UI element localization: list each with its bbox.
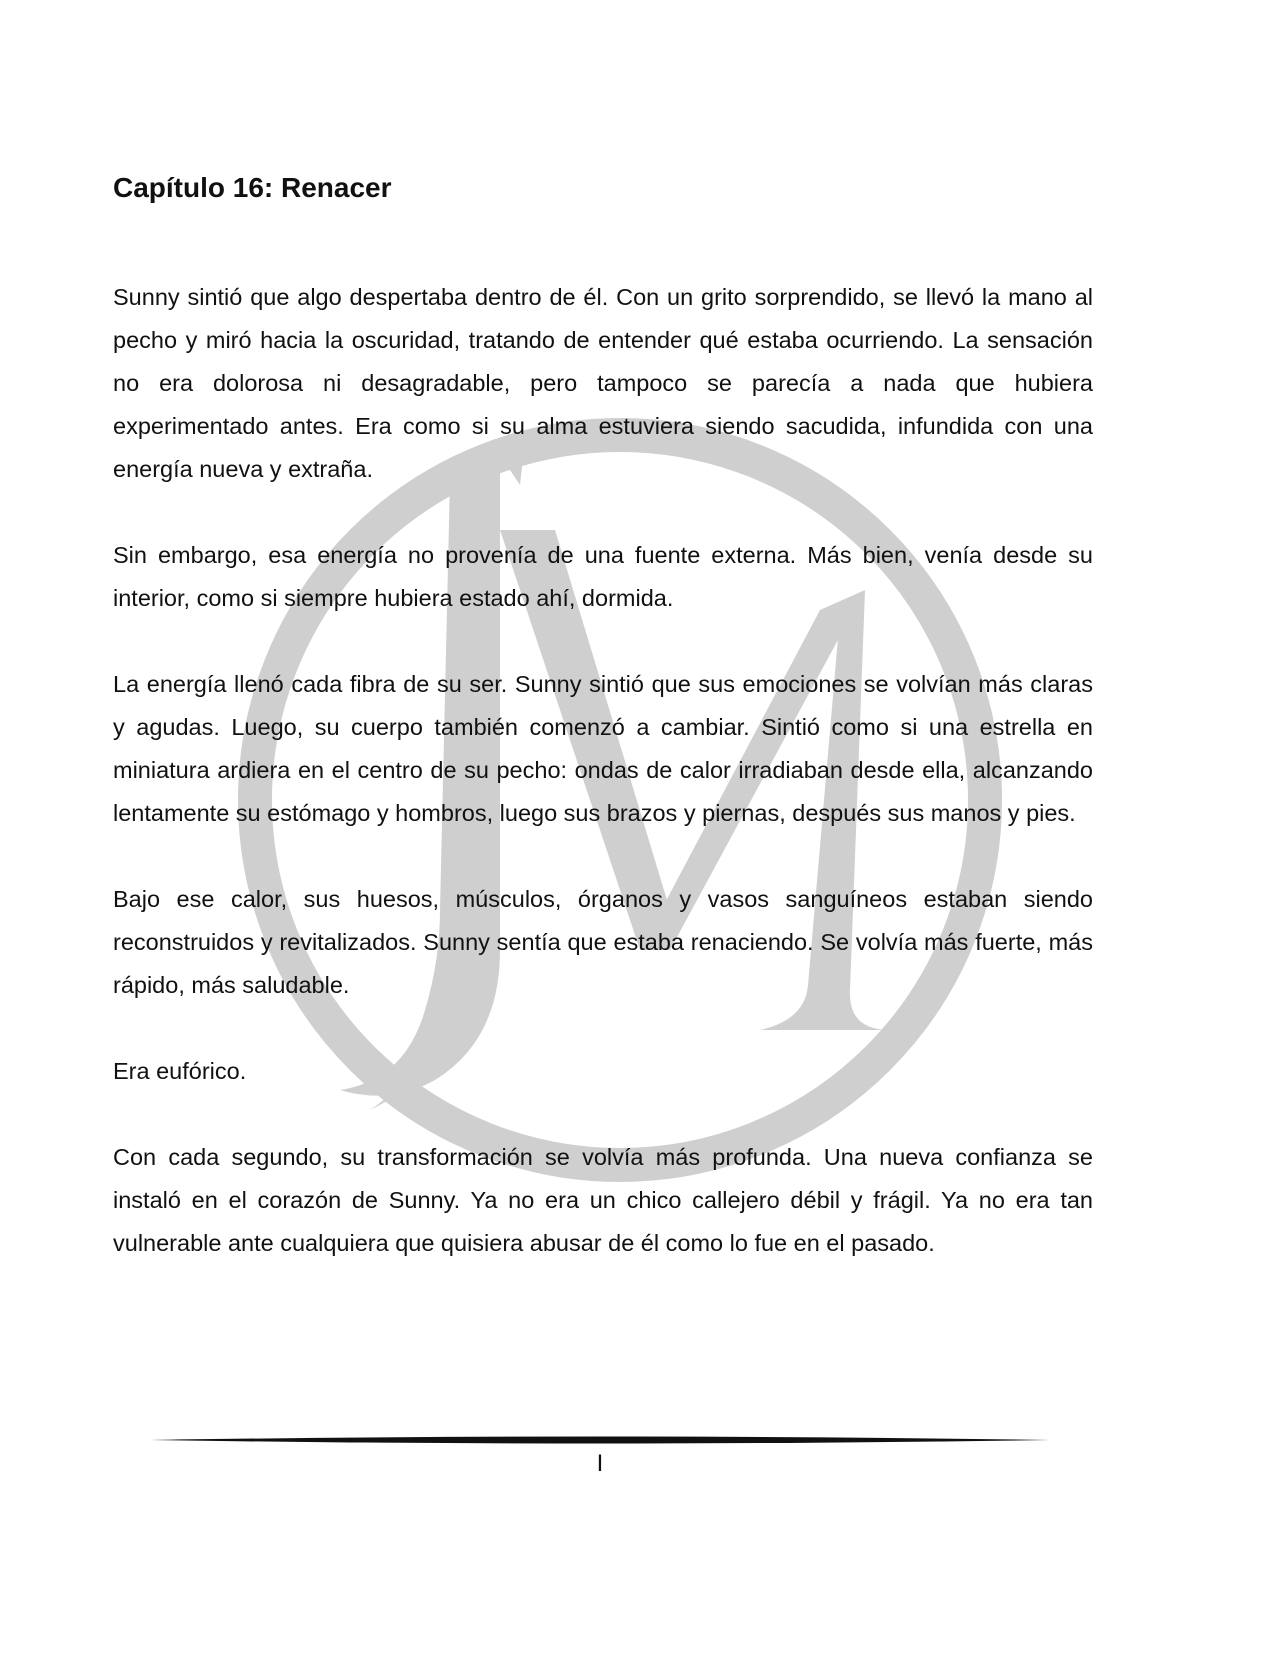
paragraph: Era eufórico. (113, 1058, 247, 1085)
paragraph: Bajo ese calor, sus huesos, músculos, órganos y vasos sanguíneos estaban siendo reconstruidos y revitalizados. Sunny sentía que estaba renaciendo. Se volvía más fuerte, más rápido, más saludable. (113, 886, 1093, 999)
footer-divider (150, 1434, 1050, 1446)
chapter-title: Capítulo 16: Renacer (113, 172, 392, 203)
paragraph: Sunny sintió que algo despertaba dentro de él. Con un grito sorprendido, se llevó la mano al pecho y miró hacia la oscuridad, tratando de entender qué estaba ocurriendo. La sensación no era dolorosa ni desagradable, pero tampoco se parecía a nada que hubiera experimentado antes. Era como si su alma estuviera siendo sacudida, infundida con una energía nueva y extraña. (113, 284, 1093, 483)
page-number: I (596, 1450, 604, 1477)
chapter-content (113, 170, 1093, 1308)
paragraph: Sin embargo, esa energía no provenía de una fuente externa. Más bien, venía desde su interior, como si siempre hubiera estado ahí, dormida. (113, 542, 1093, 612)
paragraph: La energía llenó cada fibra de su ser. Sunny sintió que sus emociones se volvían más claras y agudas. Luego, su cuerpo también comenzó a cambiar. Sintió como si una estrella en miniatura ardiera en el centro de su pecho: ondas de calor irradiaban desde ella, alcanzando lentamente su estómago y hombros, luego sus brazos y piernas, después sus manos y pies. (113, 671, 1093, 827)
paragraph: Con cada segundo, su transformación se volvía más profunda. Una nueva confianza se instaló en el corazón de Sunny. Ya no era un chico callejero débil y frágil. Ya no era tan vulnerable ante cualquiera que quisiera abusar de él como lo fue en el pasado. (113, 1144, 1093, 1257)
